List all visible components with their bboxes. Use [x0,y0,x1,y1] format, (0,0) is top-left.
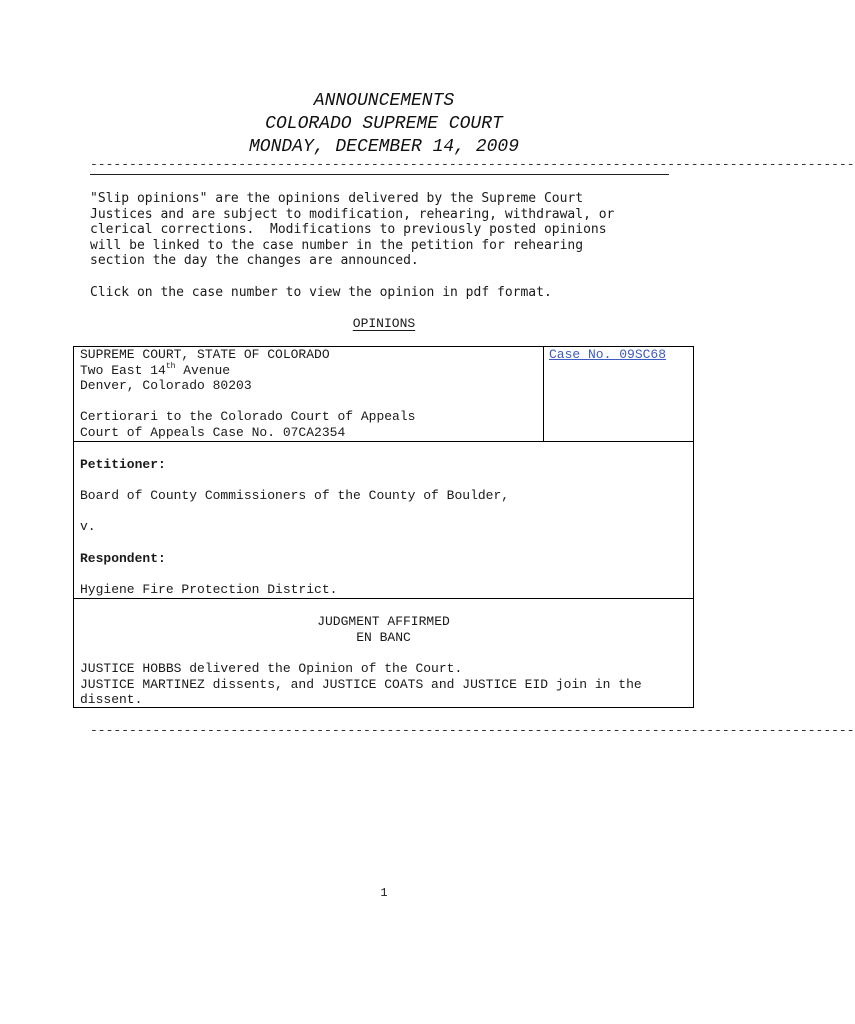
petitioner-name: Board of County Commissioners of the County of Boulder, [80,488,510,504]
parties-section [80,457,509,597]
page-number: 1 [380,886,388,900]
case-table-row-divider-1 [74,441,693,442]
dissent-line: JUSTICE MARTINEZ dissents, and JUSTICE COATS and JUSTICE EID join in the dissent. [80,676,642,708]
judgment-heading [74,614,693,645]
case-table-column-divider [543,347,544,441]
versus: v. [80,519,96,535]
opinion-delivered: JUSTICE HOBBS delivered the Opinion of the Court. [80,661,463,676]
court-address: Two East 14th Avenue [80,361,231,378]
respondent-name: Hygiene Fire Protection District. [80,581,338,597]
court-city: Denver, Colorado 80203 [80,378,252,394]
certiorari-line: Certiorari to the Colorado Court of Appeals [80,409,416,425]
section-title-opinions [0,316,768,331]
header-rule [90,174,669,175]
court-caption [80,347,415,441]
case-table [73,346,694,708]
opinion-authors [80,661,642,708]
judgment-text: JUDGMENT AFFIRMED [317,614,450,629]
en-banc-text: EN BANC [356,629,411,645]
appeals-case-number: Court of Appeals Case No. 07CA2354 [80,424,346,440]
title-announcements: ANNOUNCEMENTS [313,91,455,111]
petitioner-label: Petitioner: [80,457,166,472]
court-name: SUPREME COURT, STATE OF COLORADO [80,347,330,362]
case-table-row-divider-2 [74,598,693,599]
intro-instruction: Click on the case number to view the opinion in pdf format. [90,285,552,300]
case-number-link[interactable]: Case No. 09SC68 [549,347,667,362]
header-dash-divider: -------------------------------------------------------------------------------------------------- [90,157,855,172]
title-date: MONDAY, DECEMBER 14, 2009 [248,137,520,157]
title-court: COLORADO SUPREME COURT [265,114,503,134]
respondent-label: Respondent: [80,550,166,566]
intro-paragraph: "Slip opinions" are the opinions delivered by the Supreme Court Justices and are subject to modification, rehearing, withdrawal, or clerical corrections. Modifications to previously posted opinions will be linked to the case number in the petition for rehearing section the day the changes are announced. [90,191,615,269]
bottom-dash-divider: -------------------------------------------------------------------------------------------------- [90,723,855,738]
section-title-text: OPINIONS [352,316,416,331]
